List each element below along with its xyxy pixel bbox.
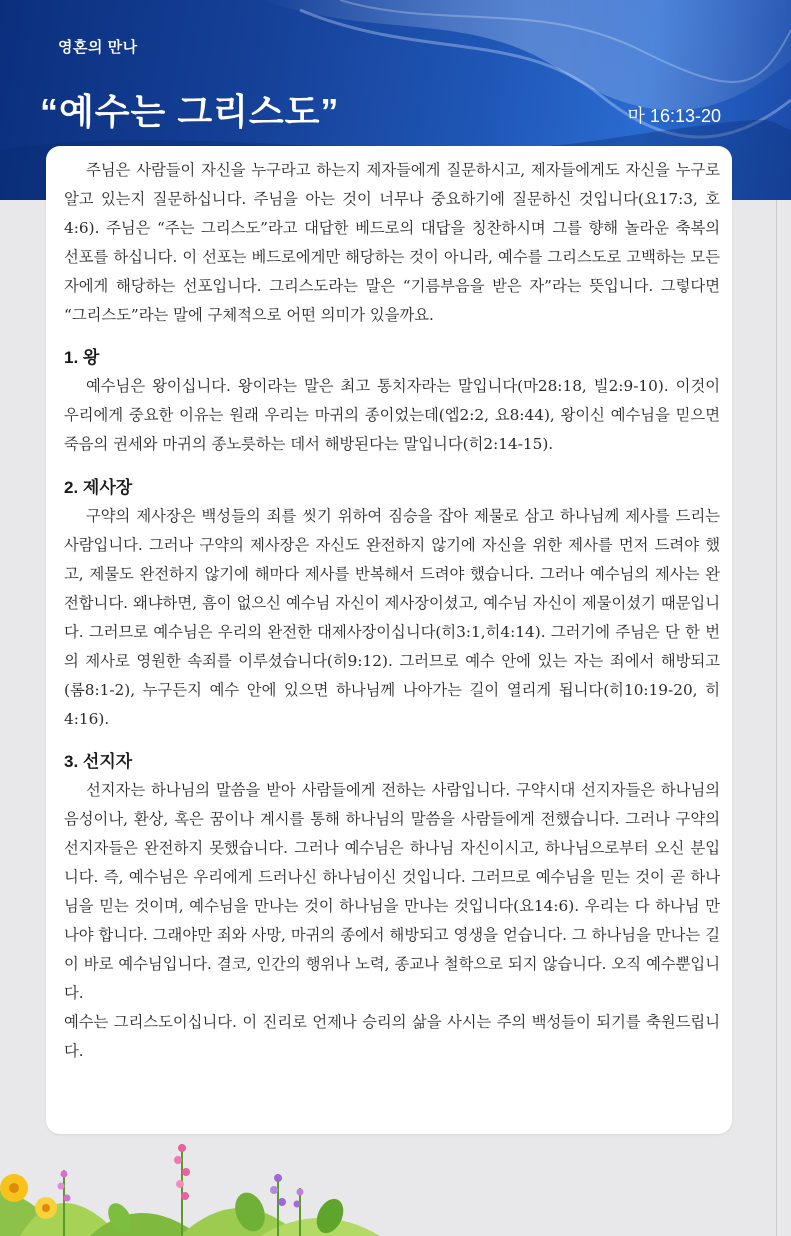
closing-paragraph: 예수는 그리스도이십니다. 이 진리로 언제나 승리의 삶을 사시는 주의 백성들이 되기를 축원드립니다. [64,1012,720,1060]
intro-paragraph: 주님은 사람들이 자신을 누구라고 하는지 제자들에게 질문하시고, 제자들에게도 자신을 누구로 알고 있는지 질문하십니다. 주님을 아는 것이 너무나 중요하기에 질문하신 것입니다(요17:3, 호4:6). 주님은 “주는 그리스도”라고 대답한 베드로의 대답을 칭찬하시며 그를 향해 놀라운 축복의 선포를 하십니다. 이 선포는 베드로에게만 해당하는 것이 아니라, 예수를 그리스도로 고백하는 모든 자에게 해당하는 선포입니다. 그리스도라는 말은 “기름부음을 받은 자”라는 뜻입니다. 그렇다면 “그리스도”라는 말에 구체적으로 어떤 의미가 있을까요. [64,161,720,324]
article-body [64,156,720,1065]
section-heading-prophet: 3. 선지자 [64,752,133,772]
scripture-reference: 마 16:13-20 [627,106,721,126]
section-body-king: 예수님은 왕이십니다. 왕이라는 말은 최고 통치자라는 말입니다(마28:18, 빌2:9-10). 이것이 우리에게 중요한 이유는 원래 우리는 마귀의 종이었는데(엡2:2, 요8:44), 왕이신 예수님을 믿으면 죽음의 권세와 마귀의 종노릇하는 데서 해방된다는 말입니다(히2:14-15). [64,377,720,454]
section-body-prophet: 선지자는 하나님의 말씀을 받아 사람들에게 전하는 사람입니다. 구약시대 선지자들은 하나님의 음성이나, 환상, 혹은 꿈이나 계시를 통해 하나님의 말씀을 사람들에게 전했습니다. 그러나 구약의 선지자들은 완전하지 못했습니다. 그러나 예수님은 하나님 자신이시고, 하나님으로부터 오신 분입니다. 즉, 예수님은 우리에게 드러나신 하나님이신 것입니다. 그러므로 예수님을 믿는 것이 곧 하나님을 믿는 것이며, 예수님을 만나는 것이 하나님을 만나는 것입니다(요14:6). 우리는 다 하나님 만나야 합니다. 그래야만 죄와 사망, 마귀의 종에서 해방되고 영생을 얻습니다. 그 하나님을 만나는 길이 바로 예수님입니다. 결코, 인간의 행위나 노력, 종교나 철학으로 되지 않습니다. 오직 예수뿐입니다. [64,781,720,1002]
section-label: 영혼의 만나 [58,39,138,56]
page-title: “예수는 그리스도” [40,91,340,132]
section-heading-priest: 2. 제사장 [64,478,133,498]
flower-illustration [0,1130,380,1236]
section-heading-king: 1. 왕 [64,348,100,368]
section-body-priest: 구약의 제사장은 백성들의 죄를 씻기 위하여 짐승을 잡아 제물로 삼고 하나님께 제사를 드리는 사람입니다. 그러나 구약의 제사장은 자신도 완전하지 않기에 자신을 위한 제사를 먼저 드려야 했고, 제물도 완전하지 않기에 해마다 제사를 반복해서 드려야 했습니다. 그러나 예수님의 제사는 완전합니다. 왜냐하면, 흠이 없으신 예수님 자신이 제사장이셨고, 예수님 자신이 제물이셨기 때문입니다. 그러므로 예수님은 우리의 완전한 대제사장이십니다(히3:1,히4:14). 그러기에 주님은 단 한 번의 제사로 영원한 속죄를 이루셨습니다(히9:12). 그러므로 예수 안에 있는 자는 죄에서 해방되고(롬8:1-2), 누구든지 예수 안에 있으면 하나님께 나아가는 길이 열리게 됩니다(히10:19-20, 히4:16). [64,507,720,728]
